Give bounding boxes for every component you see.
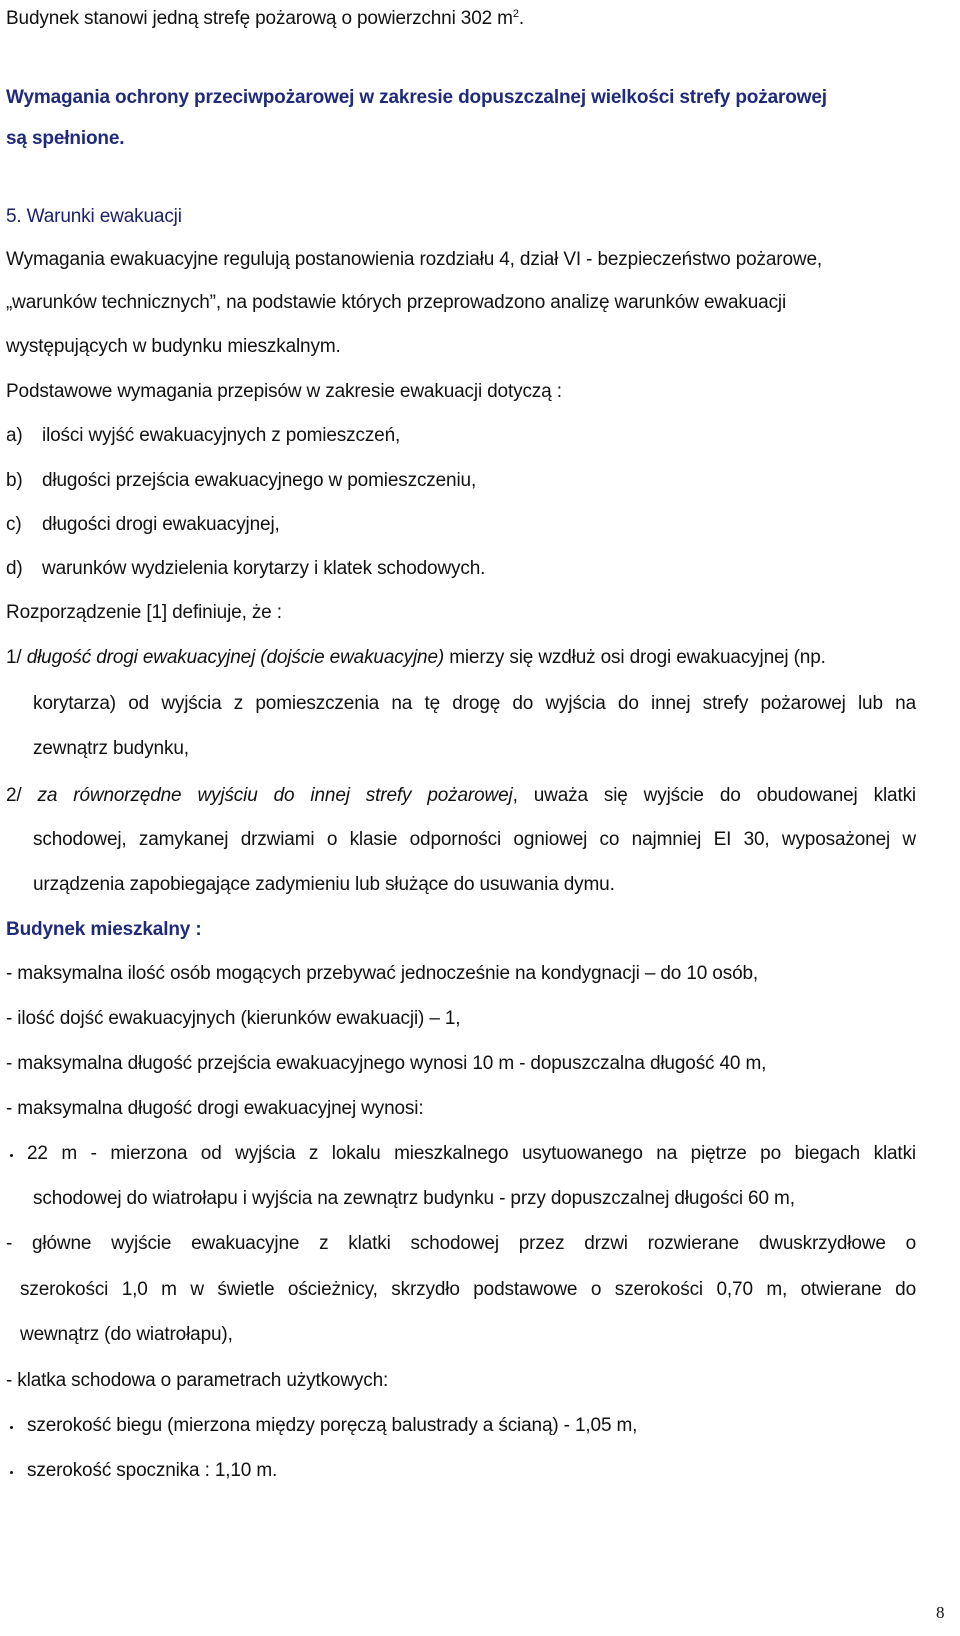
list-item xyxy=(6,513,280,537)
list-text: długości przejścia ewakuacyjnego w pomieszczeniu, xyxy=(42,470,477,491)
stairs-intro: - klatka schodowa o parametrach użytkowych: xyxy=(6,1370,389,1391)
definition-1-line-1 xyxy=(6,646,826,670)
area-statement xyxy=(6,7,524,31)
definition-2-number: 2/ xyxy=(6,785,22,806)
list-marker: b) xyxy=(6,470,23,491)
residential-item: - ilość dojść ewakuacyjnych (kierunków ewakuacji) – 1, xyxy=(6,1008,461,1029)
stairs-item xyxy=(10,1414,637,1438)
stairs-text: szerokość biegu (mierzona między poręczą balustrady a ścianą) - 1,05 m, xyxy=(27,1415,638,1436)
definition-2-rest: , uważa się wyjście do obudowanej klatki xyxy=(512,785,916,806)
main-exit-line-2: szerokości 1,0 m w świetle ościeżnicy, skrzydło podstawowe o szerokości 0,70 m, otwierane do xyxy=(20,1279,916,1300)
definition-1-rest: mierzy się wzdłuż osi drogi ewakuacyjnej (np. xyxy=(449,647,826,668)
area-text: Budynek stanowi jedną strefę pożarową o powierzchni 302 m xyxy=(6,8,513,29)
bullet-icon xyxy=(10,1154,13,1157)
list-text: długości drogi ewakuacyjnej, xyxy=(42,514,280,535)
list-item xyxy=(6,424,400,448)
regulation-statement: Rozporządzenie [1] definiuje, że : xyxy=(6,602,282,623)
section-heading: 5. Warunki ewakuacji xyxy=(6,206,182,227)
definition-2-line-3: urządzenia zapobiegające zadymieniu lub służące do usuwania dymu. xyxy=(33,874,615,895)
para1-line-2: „warunków technicznych”, na podstawie których przeprowadzono analizę warunków ewakuacji xyxy=(6,292,787,313)
list-marker: d) xyxy=(6,558,23,579)
list-marker: c) xyxy=(6,514,22,535)
bullet-icon xyxy=(10,1426,13,1429)
definition-1-term: długość drogi ewakuacyjnej (dojście ewakuacyjne) xyxy=(26,647,445,668)
definition-1-line-2: korytarza) od wyjścia z pomieszczenia na tę drogę do wyjścia do innej strefy pożarowej lub na xyxy=(33,693,916,714)
stairs-text: szerokość spocznika : 1,10 m. xyxy=(27,1460,278,1481)
bullet-icon xyxy=(10,1471,13,1474)
route-length-text: 22 m - mierzona od wyjścia z lokalu mieszkalnego usytuowanego na piętrze po biegach klatki xyxy=(27,1143,916,1164)
route-length-line-2: schodowej do wiatrołapu i wyjścia na zewnątrz budynku - przy dopuszczalnej długości 60 m, xyxy=(33,1188,795,1209)
basic-requirements-intro: Podstawowe wymagania przepisów w zakresie ewakuacji dotyczą : xyxy=(6,381,562,402)
list-marker: a) xyxy=(6,425,23,446)
para1-line-3: występujących w budynku mieszkalnym. xyxy=(6,336,341,357)
list-item xyxy=(6,557,485,581)
residential-item: - maksymalna ilość osób mogących przebywać jednocześnie na kondygnacji – do 10 osób, xyxy=(6,963,759,984)
page-number: 8 xyxy=(936,1603,945,1622)
definition-1-line-3: zewnątrz budynku, xyxy=(33,738,189,759)
list-text: ilości wyjść ewakuacyjnych z pomieszczeń, xyxy=(42,425,401,446)
area-superscript: 2 xyxy=(512,8,519,20)
para1-line-1: Wymagania ewakuacyjne regulują postanowienia rozdziału 4, dział VI - bezpieczeństwo pożarowe, xyxy=(6,249,823,270)
requirement-line-2: są spełnione. xyxy=(6,128,125,149)
definition-1-number: 1/ xyxy=(6,647,22,668)
residential-item: - maksymalna długość przejścia ewakuacyjnego wynosi 10 m - dopuszczalna długość 40 m, xyxy=(6,1053,767,1074)
route-length-line-1 xyxy=(10,1142,916,1166)
list-text: warunków wydzielenia korytarzy i klatek schodowych. xyxy=(42,558,486,579)
main-exit-line-3: wewnątrz (do wiatrołapu), xyxy=(20,1324,233,1345)
area-end: . xyxy=(518,8,524,29)
definition-2-line-1 xyxy=(6,784,916,808)
residential-item: - maksymalna długość drogi ewakuacyjnej wynosi: xyxy=(6,1098,424,1119)
requirement-line-1: Wymagania ochrony przeciwpożarowej w zakresie dopuszczalnej wielkości strefy pożarowej xyxy=(6,87,827,108)
residential-heading: Budynek mieszkalny : xyxy=(6,919,202,940)
list-item xyxy=(6,469,476,493)
stairs-item xyxy=(10,1459,277,1483)
main-exit-line-1: - główne wyjście ewakuacyjne z klatki schodowej przez drzwi rozwierane dwuskrzydłowe o xyxy=(6,1233,916,1254)
definition-2-term: za równorzędne wyjściu do innej strefy pożarowej xyxy=(37,785,513,806)
definition-2-line-2: schodowej, zamykanej drzwiami o klasie odporności ogniowej co najmniej EI 30, wyposażonej w xyxy=(33,829,916,850)
